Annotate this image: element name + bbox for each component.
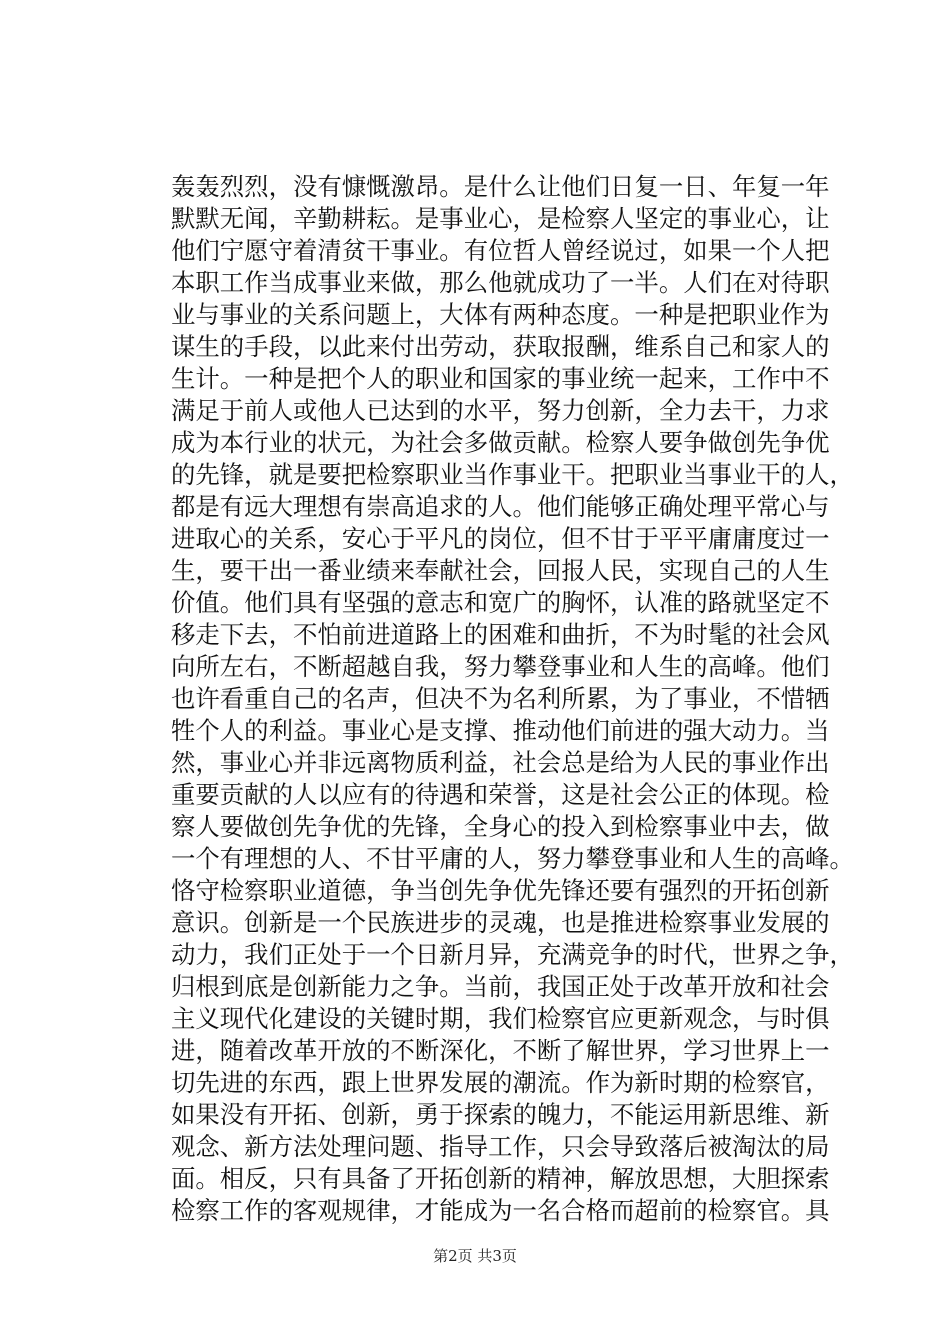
text-line: 业与事业的关系问题上，大体有两种态度。一种是把职业作为	[171, 300, 830, 329]
text-line: 本职工作当成事业来做，那么他就成功了一半。人们在对待职	[171, 268, 830, 297]
text-line: 意识。创新是一个民族进步的灵魂，也是推进检察事业发展的	[171, 908, 830, 937]
text-line: 向所左右，不断超越自我，努力攀登事业和人生的高峰。他们	[171, 652, 830, 681]
text-line: 生计。一种是把个人的职业和国家的事业统一起来，工作中不	[171, 364, 830, 393]
text-line: 进，随着改革开放的不断深化，不断了解世界，学习世界上一	[171, 1036, 830, 1065]
text-line: 他们宁愿守着清贫干事业。有位哲人曾经说过，如果一个人把	[171, 236, 830, 265]
text-line: 重要贡献的人以应有的待遇和荣誉，这是社会公正的体现。检	[171, 780, 830, 809]
text-line: 谋生的手段，以此来付出劳动，获取报酬，维系自己和家人的	[171, 332, 830, 361]
text-line: 观念、新方法处理问题、指导工作，只会导致落后被淘汰的局	[171, 1132, 830, 1161]
page-footer: 第2页 共3页	[433, 1247, 517, 1265]
text-line: 价值。他们具有坚强的意志和宽广的胸怀，认准的路就坚定不	[171, 588, 830, 617]
text-line: 面。相反，只有具备了开拓创新的精神，解放思想，大胆探索	[171, 1164, 830, 1193]
text-line: 动力，我们正处于一个日新月异，充满竞争的时代，世界之争，	[171, 940, 854, 969]
text-line: 也许看重自己的名声，但决不为名利所累，为了事业，不惜牺	[171, 684, 830, 713]
text-line: 主义现代化建设的关键时期，我们检察官应更新观念，与时俱	[171, 1004, 830, 1033]
text-line: 察人要做创先争优的先锋，全身心的投入到检察事业中去，做	[171, 812, 830, 841]
body-text	[171, 171, 854, 1227]
text-line: 一个有理想的人、不甘平庸的人，努力攀登事业和人生的高峰。	[171, 844, 854, 873]
text-line: 轰轰烈烈，没有慷慨激昂。是什么让他们日复一日、年复一年	[171, 172, 830, 201]
text-line: 都是有远大理想有崇高追求的人。他们能够正确处理平常心与	[171, 492, 830, 521]
text-line: 的先锋，就是要把检察职业当作事业干。把职业当事业干的人，	[171, 460, 854, 489]
text-line: 如果没有开拓、创新，勇于探索的魄力，不能运用新思维、新	[171, 1100, 830, 1129]
text-line: 恪守检察职业道德，争当创先争优先锋还要有强烈的开拓创新	[171, 876, 830, 905]
text-line: 然，事业心并非远离物质利益，社会总是给为人民的事业作出	[171, 748, 830, 777]
text-line: 满足于前人或他人已达到的水平，努力创新，全力去干，力求	[171, 396, 830, 425]
text-line: 切先进的东西，跟上世界发展的潮流。作为新时期的检察官，	[171, 1068, 830, 1097]
text-line: 移走下去，不怕前进道路上的困难和曲折，不为时髦的社会风	[171, 620, 830, 649]
text-line: 生，要干出一番业绩来奉献社会，回报人民，实现自己的人生	[171, 556, 830, 585]
text-line: 进取心的关系，安心于平凡的岗位，但不甘于平平庸庸度过一	[171, 524, 830, 553]
text-line: 成为本行业的状元，为社会多做贡献。检察人要争做创先争优	[171, 428, 830, 457]
text-line: 检察工作的客观规律，才能成为一名合格而超前的检察官。具	[171, 1196, 830, 1225]
text-line: 默默无闻，辛勤耕耘。是事业心，是检察人坚定的事业心，让	[171, 204, 830, 233]
text-line: 归根到底是创新能力之争。当前，我国正处于改革开放和社会	[171, 972, 830, 1001]
text-line: 牲个人的利益。事业心是支撑、推动他们前进的强大动力。当	[171, 716, 830, 745]
